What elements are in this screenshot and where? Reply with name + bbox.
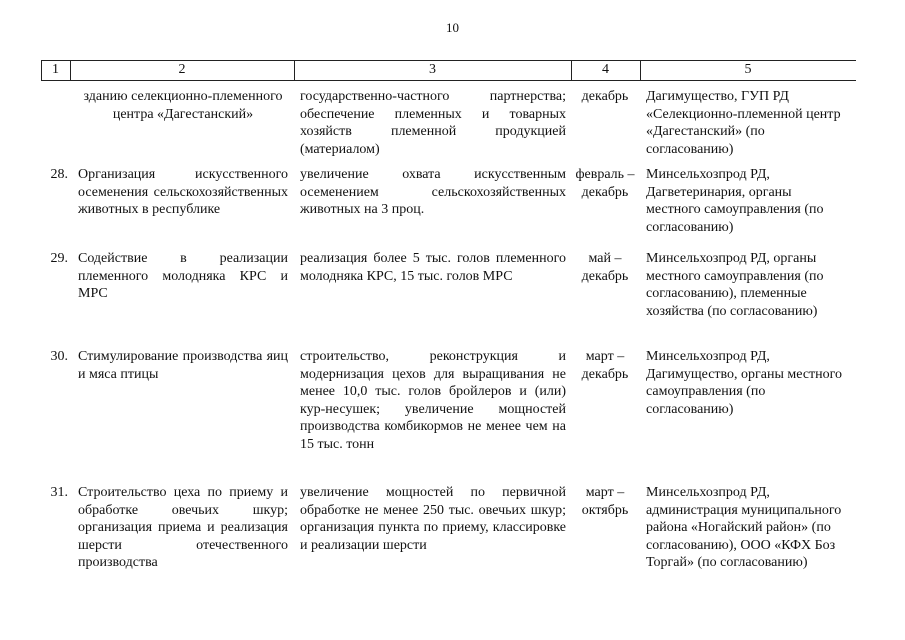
responsible-cell: Минсельхозпрод РД, органы местного самоуправления (по согласованию), племенные хозяйства (по согласованию) bbox=[646, 251, 824, 319]
responsible-cell: Минсельхозпрод РД, Дагветеринария, органы местного самоуправления (по согласованию) bbox=[646, 167, 824, 235]
result-cell: увеличение охвата искусственным осеменением сельскохозяйственных животных на 3 проц. bbox=[300, 167, 566, 217]
result-cell: увеличение мощностей по первичной обработке не менее 250 тыс. овечьих шкур; организация пункта по приему, классировке и реализации шерсти bbox=[300, 485, 566, 553]
column-header: 5 bbox=[744, 62, 752, 77]
row-number: 28. bbox=[50, 167, 68, 182]
period-cell: март – декабрь bbox=[581, 349, 629, 382]
page-number: 10 bbox=[446, 20, 459, 35]
responsible-cell: Дагимущество, ГУП РД «Селекционно-племенной центр «Дагестанский» (по согласованию) bbox=[646, 89, 841, 157]
row-number: 30. bbox=[50, 349, 68, 364]
period-cell: май – декабрь bbox=[581, 251, 629, 284]
column-header: 4 bbox=[602, 62, 609, 77]
row-number: 31. bbox=[50, 485, 68, 500]
row-number: 29. bbox=[50, 251, 68, 266]
activity-cell: зданию селекционно-племенного центра «Дагестанский» bbox=[83, 89, 283, 122]
result-cell: реализация более 5 тыс. голов племенного молодняка КРС, 15 тыс. голов МРС bbox=[300, 251, 566, 284]
column-header: 3 bbox=[429, 62, 436, 77]
header-bottom-border bbox=[41, 80, 856, 81]
column-header: 2 bbox=[178, 62, 186, 77]
activity-cell: Организация искусственного осеменения сельскохозяйственных животных в республике bbox=[78, 167, 288, 217]
result-cell: государственно-частного партнерства; обеспечение племенных и товарных хозяйств племенной продукцией (материалом) bbox=[300, 89, 566, 157]
activity-cell: Строительство цеха по приему и обработке овечьих шкур; организация приема и реализация шерсти отечественного производства bbox=[78, 485, 288, 570]
period-cell: декабрь bbox=[581, 89, 629, 104]
result-cell: строительство, реконструкция и модернизация цехов для выращивания не менее 10,0 тыс. голов бройлеров и (или) кур-несушек; увеличение мощностей производства комбикормов не менее чем на 15 тыс. тонн bbox=[300, 349, 566, 452]
responsible-cell: Минсельхозпрод РД, администрация муниципального района «Ногайский район» (по согласованию), ООО «КФХ Боз Торгай» (по согласованию) bbox=[646, 485, 842, 570]
activity-cell: Стимулирование производства яиц и мяса птицы bbox=[78, 349, 288, 382]
column-header: 1 bbox=[52, 62, 59, 77]
activity-cell: Содействие в реализации племенного молодняка КРС и МРС bbox=[78, 251, 288, 301]
responsible-cell: Минсельхозпрод РД, Дагимущество, органы местного самоуправления (по согласованию) bbox=[646, 349, 843, 417]
period-cell: февраль – декабрь bbox=[575, 167, 635, 200]
period-cell: март – октябрь bbox=[581, 485, 629, 518]
